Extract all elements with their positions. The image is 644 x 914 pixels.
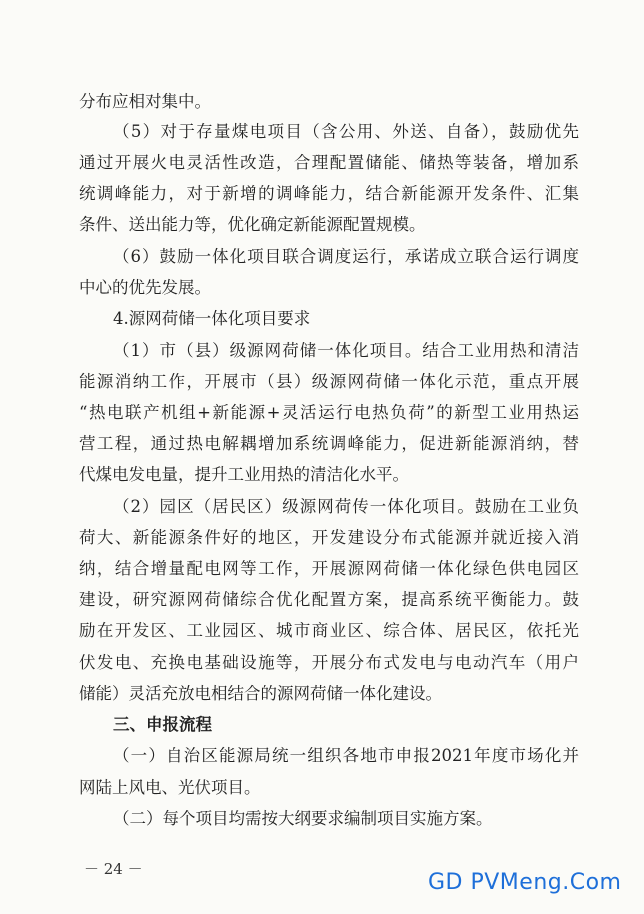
watermark: GD PVMeng.Com: [428, 870, 622, 895]
text-line: 通过开展火电灵活性改造，合理配置储能、储热等装备，增加系: [79, 153, 579, 172]
text-line: 条件、送出能力等，优化确定新能源配置规模。: [79, 215, 426, 234]
text-line: “热电联产机组+新能源+灵活运行电热负荷”的新型工业用热运: [79, 403, 579, 422]
text-line: 统调峰能力，对于新增的调峰能力，结合新能源开发条件、汇集: [79, 184, 579, 203]
text-line: 储能）灵活充放电相结合的源网荷储一体化建设。: [79, 684, 442, 703]
text-line: 营工程，通过热电解耦增加系统调峰能力，促进新能源消纳，替: [79, 434, 579, 453]
text-line: （2）园区（居民区）级源网荷传一体化项目。鼓励在工业负: [113, 497, 579, 516]
section-heading: 三、申报流程: [113, 715, 212, 734]
text-line: 纳，结合增量配电网等工作，开展源网荷储一体化绿色供电园区: [79, 559, 579, 578]
section-subheading: 4.源网荷储一体化项目要求: [113, 309, 311, 328]
text-line: 伏发电、充换电基础设施等，开展分布式发电与电动汽车（用户: [79, 653, 579, 672]
text-line: 网陆上风电、光伏项目。: [79, 778, 261, 797]
text-line: （6）鼓励一体化项目联合调度运行，承诺成立联合运行调度: [113, 247, 579, 266]
text-line: 荷大、新能源条件好的地区，开发建设分布式能源并就近接入消: [79, 528, 579, 547]
text-line: （二）每个项目均需按大纲要求编制项目实施方案。: [113, 809, 493, 828]
text-line: （1）市（县）级源网荷储一体化项目。结合工业用热和清洁: [113, 341, 579, 360]
text-line: 代煤电发电量，提升工业用热的清洁化水平。: [79, 465, 409, 484]
text-line: 能源消纳工作，开展市（县）级源网荷储一体化示范，重点开展: [79, 372, 579, 391]
text-line: 中心的优先发展。: [79, 278, 211, 297]
text-line: （5）对于存量煤电项目（含公用、外送、自备），鼓励优先: [113, 122, 579, 141]
text-line: 建设，研究源网荷储综合优化配置方案，提高系统平衡能力。鼓: [79, 590, 579, 609]
page-number: － 24 －: [84, 860, 143, 878]
text-line: （一）自治区能源局统一组织各地市申报2021年度市场化并: [113, 746, 579, 765]
text-line: 分布应相对集中。: [79, 92, 211, 111]
text-line: 励在开发区、工业园区、城市商业区、综合体、居民区，依托光: [79, 621, 579, 640]
